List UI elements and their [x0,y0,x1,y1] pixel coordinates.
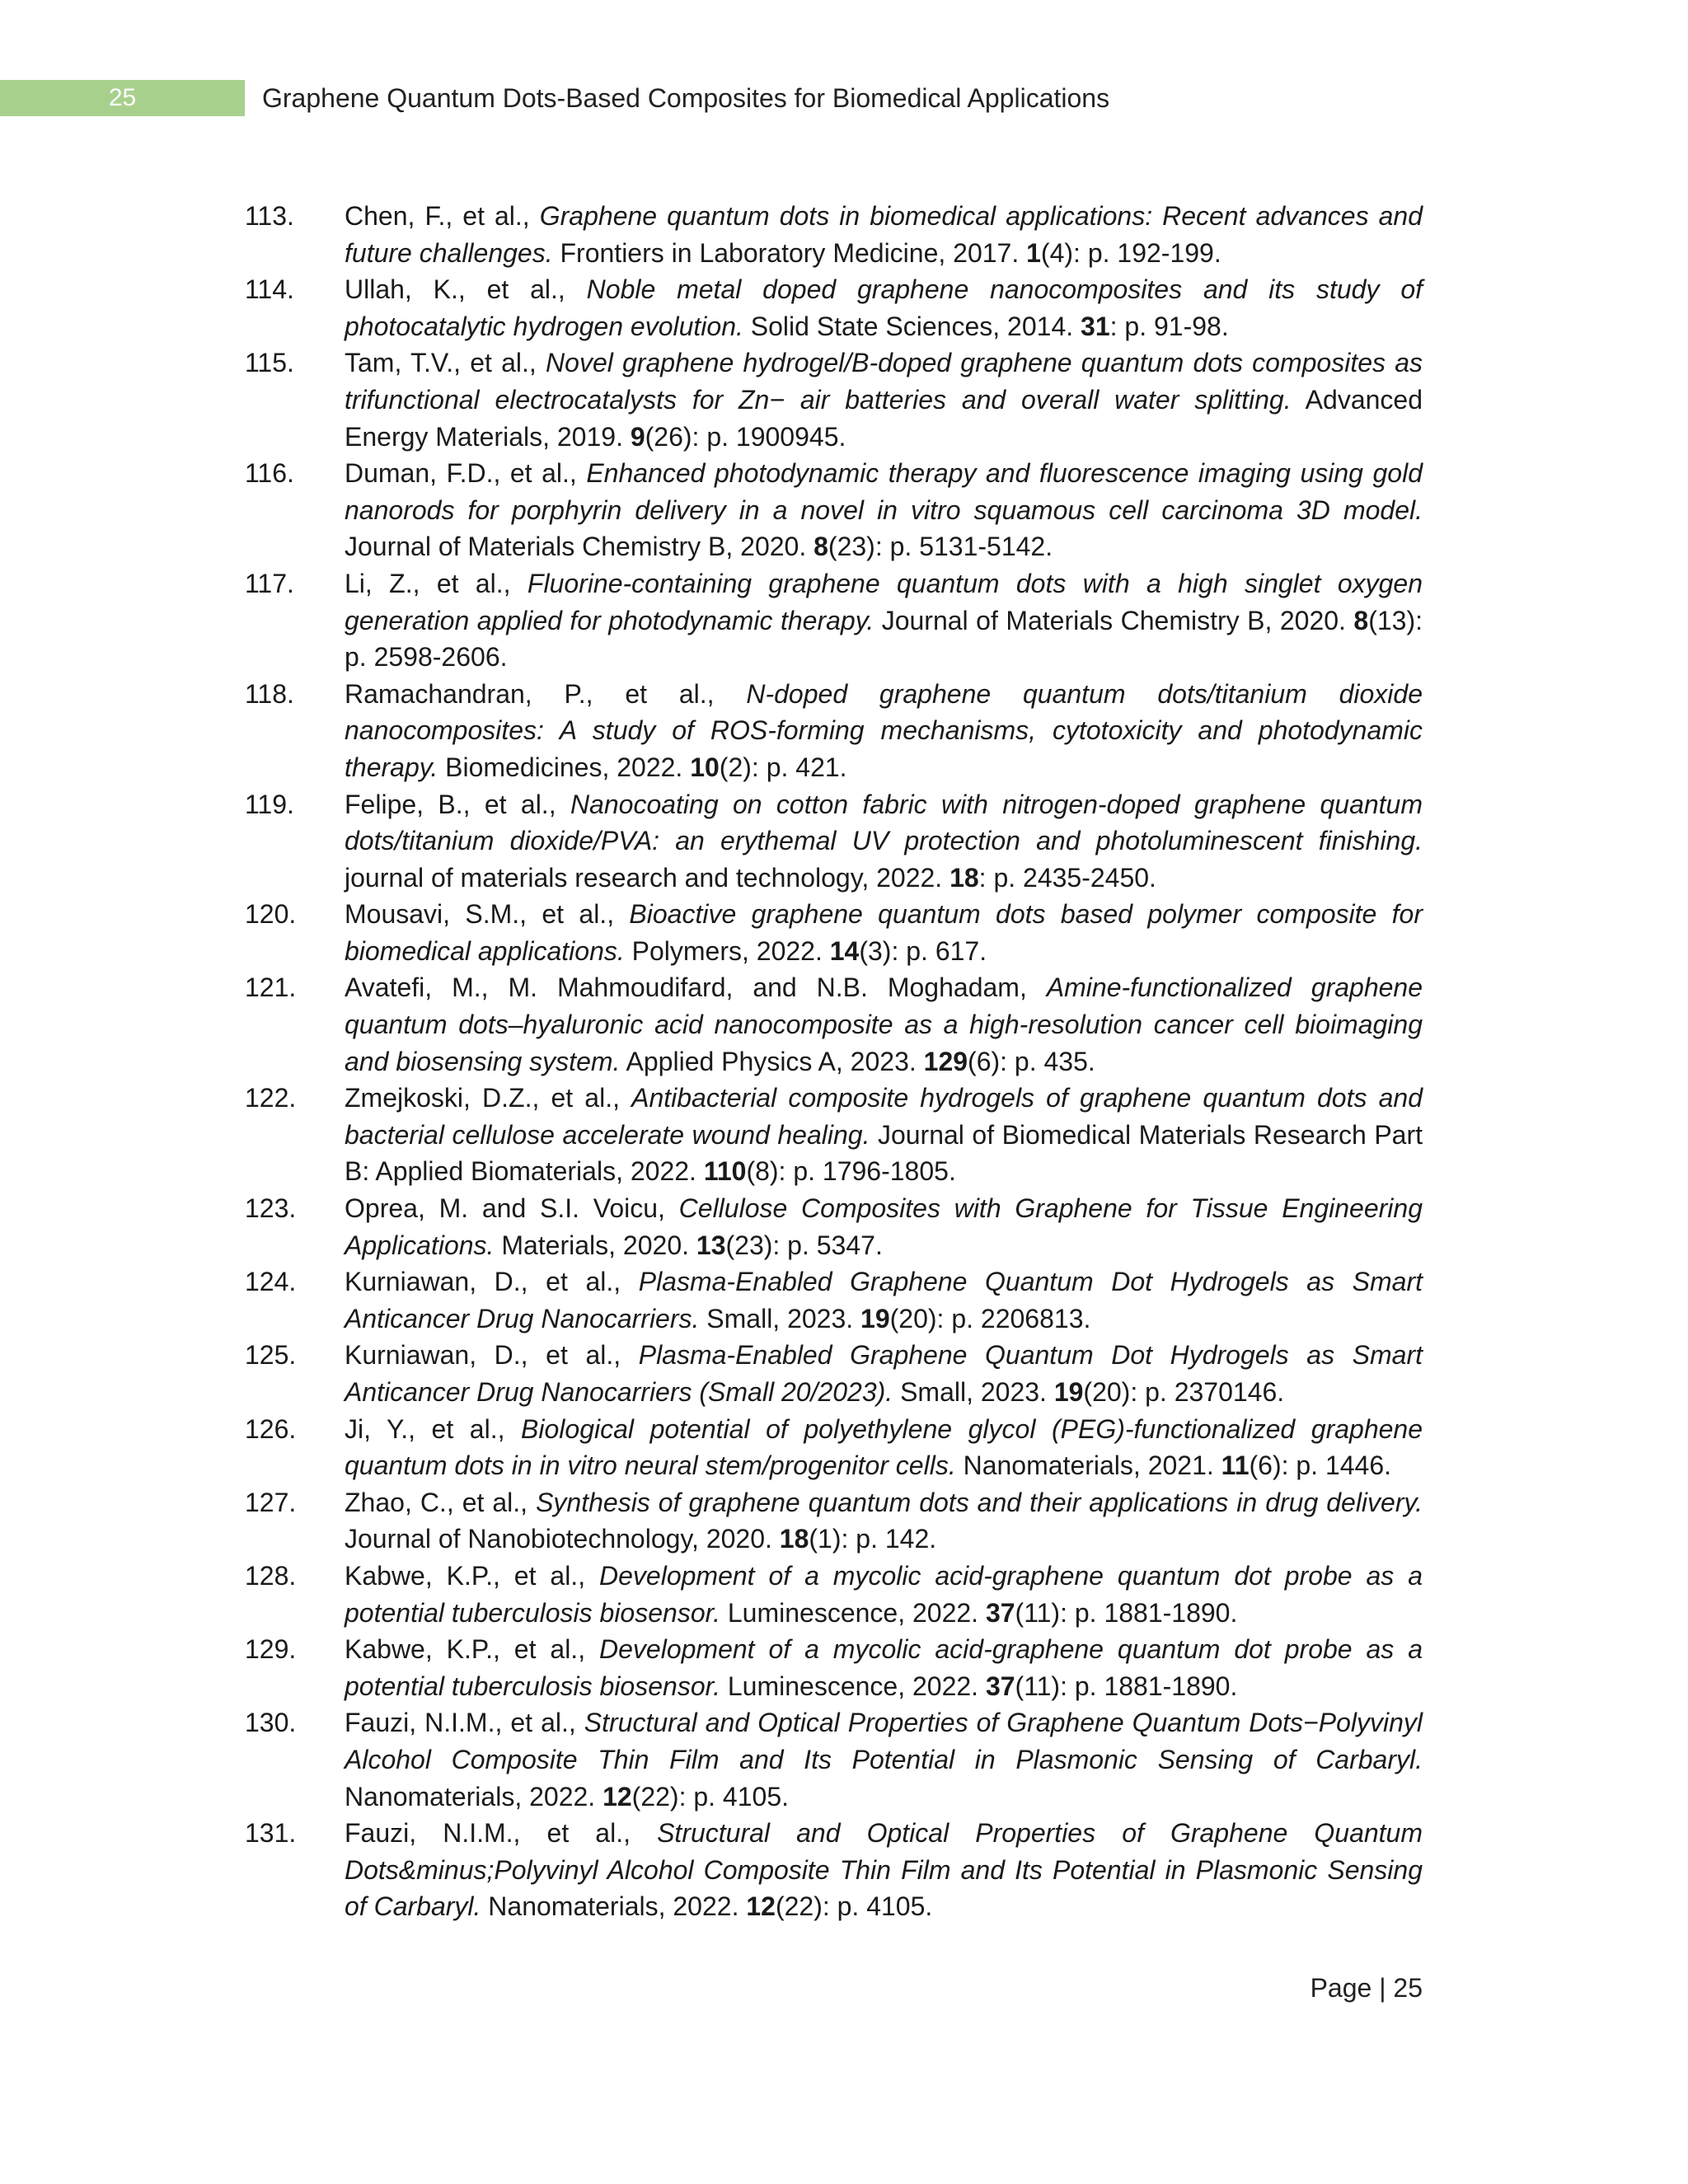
reference-volume: 13 [696,1230,726,1260]
reference-item [0,676,1688,786]
reference-item [0,344,1688,455]
reference-title: Enhanced photodynamic therapy and fluorescence imaging using gold nanorods for porphyrin delivery in a novel in vitro squamous cell carcinoma 3D model. [345,458,1423,525]
reference-title: Graphene quantum dots in biomedical applications: Recent advances and future challenges. [345,201,1423,268]
reference-title: Plasma-Enabled Graphene Quantum Dot Hydrogels as Smart Anticancer Drug Nanocarriers (Small 20/2023). [345,1340,1423,1407]
reference-authors: Kabwe, K.P., et al., [345,1560,600,1591]
reference-text [345,1190,1423,1263]
reference-authors: Zhao, C., et al., [345,1487,537,1517]
reference-pages: (11): p. 1881-1890. [1015,1671,1238,1701]
reference-number: 114. [245,274,294,305]
reference-title: Noble metal doped graphene nanocomposites and its study of photocatalytic hydrogen evolution. [345,274,1423,341]
reference-number: 113. [245,201,294,231]
reference-title: N-doped graphene quantum dots/titanium dioxide nanocomposites: A study of ROS-forming mechanisms, cytotoxicity and photodynamic therapy. [345,678,1423,782]
reference-text [345,198,1423,271]
reference-pages: (13): p. 2598-2606. [345,605,1423,673]
reference-number: 123. [245,1193,297,1224]
header-page-number: 25 [108,84,137,111]
reference-volume: 8 [1353,605,1369,635]
reference-pages: (22): p. 4105. [775,1891,933,1922]
reference-pages: (22): p. 4105. [631,1781,789,1811]
reference-title: Biological potential of polyethylene glycol (PEG)-functionalized graphene quantum dots in in vitro neural stem/progenitor cells. [345,1413,1423,1481]
reference-journal: Polymers, 2022. [624,935,830,966]
reference-number: 131. [245,1818,297,1849]
reference-title: Novel graphene hydrogel/B-doped graphene quantum dots composites as trifunctional electrocatalysts for Zn− air batteries and overall water splitting. [345,348,1423,415]
reference-item [0,1190,1688,1263]
reference-number: 125. [245,1340,297,1371]
reference-text [345,786,1423,897]
reference-volume: 110 [703,1156,747,1187]
reference-journal: Applied Physics A, 2023. [620,1046,924,1076]
reference-authors: Fauzi, N.I.M., et al., [345,1818,658,1849]
reference-authors: Mousavi, S.M., et al., [345,899,630,930]
reference-title: Plasma-Enabled Graphene Quantum Dot Hydrogels as Smart Anticancer Drug Nanocarriers. [345,1267,1423,1333]
reference-number: 118. [245,678,294,709]
reference-number: 120. [245,899,297,930]
reference-authors: Kurniawan, D., et al., [345,1340,639,1371]
reference-journal: Nanomaterials, 2022. [481,1891,747,1922]
reference-volume: 18 [950,862,979,893]
reference-volume: 14 [829,935,860,966]
reference-authors: Duman, F.D., et al., [345,458,587,489]
reference-item [0,198,1688,271]
reference-item [0,786,1688,897]
reference-text [345,1558,1423,1631]
reference-volume: 12 [746,1891,776,1922]
reference-authors: Ramachandran, P., et al., [345,678,747,709]
reference-text [345,896,1423,969]
reference-journal: Journal of Biomedical Materials Research Part B: Applied Biomaterials, 2022. [345,1119,1423,1187]
reference-number: 119. [245,789,294,819]
reference-item [0,565,1688,676]
reference-authors: Ullah, K., et al., [345,274,587,305]
reference-title: Development of a mycolic acid-graphene quantum dot probe as a potential tuberculosis biosensor. [345,1560,1423,1628]
reference-number: 127. [245,1487,297,1517]
reference-number: 117. [245,568,294,598]
reference-title: Cellulose Composites with Graphene for Tissue Engineering Applications. [345,1193,1423,1260]
reference-authors: Chen, F., et al., [345,201,540,231]
reference-journal: Journal of Materials Chemistry B, 2020. [874,605,1354,635]
reference-text [345,1704,1423,1815]
reference-pages: : p. 91-98. [1109,311,1229,341]
reference-journal: Nanomaterials, 2022. [345,1781,603,1811]
reference-volume: 9 [630,421,645,452]
reference-pages: (6): p. 1446. [1249,1451,1392,1481]
reference-item [0,896,1688,969]
reference-pages: (6): p. 435. [968,1046,1095,1076]
reference-text [345,344,1423,455]
reference-volume: 12 [603,1781,632,1811]
reference-authors: Kabwe, K.P., et al., [345,1634,600,1665]
reference-title: Amine-functionalized graphene quantum dots–hyaluronic acid nanocomposite as a high-resolution cancer cell bioimaging and biosensing system. [345,972,1423,1076]
reference-authors: Zmejkoski, D.Z., et al., [345,1083,632,1113]
reference-text [345,1080,1423,1190]
reference-text [345,1411,1423,1484]
reference-title: Nanocoating on cotton fabric with nitrogen-doped graphene quantum dots/titanium dioxide/PVA: an erythemal UV protection and photoluminescent finishing. [345,789,1423,856]
reference-authors: Li, Z., et al., [345,568,528,598]
reference-journal: Biomedicines, 2022. [438,752,691,782]
reference-text [345,565,1423,676]
reference-volume: 18 [779,1524,809,1554]
reference-title: Bioactive graphene quantum dots based polymer composite for biomedical applications. [345,899,1423,966]
reference-title: Antibacterial composite hydrogels of graphene quantum dots and bacterial cellulose accelerate wound healing. [345,1083,1423,1150]
reference-journal: Small, 2023. [893,1377,1054,1407]
reference-volume: 31 [1081,311,1110,341]
reference-journal: Small, 2023. [699,1303,861,1333]
reference-text [345,455,1423,565]
reference-volume: 37 [985,1597,1015,1628]
reference-journal: Journal of Materials Chemistry B, 2020. [345,532,814,562]
reference-text [345,676,1423,786]
reference-authors: Kurniawan, D., et al., [345,1267,639,1297]
reference-number: 124. [245,1267,297,1297]
reference-journal: Luminescence, 2022. [720,1671,986,1701]
reference-volume: 11 [1221,1451,1250,1481]
reference-authors: Tam, T.V., et al., [345,348,546,378]
reference-text [345,1631,1423,1704]
reference-text [345,969,1423,1080]
reference-journal: Advanced Energy Materials, 2019. [345,384,1423,452]
reference-authors: Oprea, M. and S.I. Voicu, [345,1193,679,1224]
reference-item [0,1815,1688,1925]
reference-item [0,1411,1688,1484]
reference-pages: (8): p. 1796-1805. [746,1156,956,1187]
reference-item [0,969,1688,1080]
reference-volume: 10 [690,752,720,782]
reference-list [0,198,1688,1925]
reference-item [0,1558,1688,1631]
reference-pages: (26): p. 1900945. [645,421,846,452]
reference-text [345,1263,1423,1337]
reference-number: 122. [245,1083,297,1113]
reference-title: Synthesis of graphene quantum dots and their applications in drug delivery. [536,1487,1423,1517]
reference-pages: (3): p. 617. [859,935,987,966]
reference-item [0,271,1688,344]
reference-journal: Journal of Nanobiotechnology, 2020. [345,1524,780,1554]
reference-number: 121. [245,972,297,1003]
reference-item [0,1263,1688,1337]
reference-text [345,1337,1423,1410]
reference-pages: : p. 2435-2450. [978,862,1156,893]
reference-number: 126. [245,1413,297,1444]
reference-pages: (4): p. 192-199. [1040,237,1221,268]
reference-item [0,1080,1688,1190]
page-footer: Page | 25 [1310,1973,1423,2003]
reference-journal: Luminescence, 2022. [720,1597,986,1628]
reference-number: 116. [245,458,294,489]
reference-number: 130. [245,1708,297,1738]
reference-authors: Fauzi, N.I.M., et al., [345,1708,584,1738]
reference-text [345,1484,1423,1558]
reference-authors: Felipe, B., et al., [345,789,570,819]
reference-item [0,1704,1688,1815]
reference-title: Development of a mycolic acid-graphene quantum dot probe as a potential tuberculosis biosensor. [345,1634,1423,1701]
reference-pages: (2): p. 421. [719,752,847,782]
reference-text [345,1815,1423,1925]
reference-volume: 19 [1053,1377,1084,1407]
reference-title: Fluorine-containing graphene quantum dots with a high singlet oxygen generation applied for photodynamic therapy. [345,568,1423,635]
reference-volume: 19 [860,1303,890,1333]
reference-journal: Materials, 2020. [494,1230,696,1260]
reference-pages: (11): p. 1881-1890. [1015,1597,1238,1628]
reference-pages: (23): p. 5131-5142. [828,532,1053,562]
reference-number: 129. [245,1634,297,1665]
reference-title: Structural and Optical Properties of Graphene Quantum Dots&minus;Polyvinyl Alcohol Composite Thin Film and Its Potential in Plasmonic Sensing of Carbaryl. [345,1818,1423,1922]
reference-text [345,271,1423,344]
reference-pages: (20): p. 2370146. [1083,1377,1285,1407]
reference-number: 115. [245,348,294,378]
reference-volume: 8 [814,532,828,562]
reference-journal: Nanomaterials, 2021. [955,1451,1221,1481]
reference-volume: 37 [985,1671,1015,1701]
reference-item [0,1337,1688,1410]
reference-item [0,1484,1688,1558]
reference-volume: 129 [923,1046,968,1076]
reference-journal: journal of materials research and technology, 2022. [345,862,950,893]
reference-journal: Solid State Sciences, 2014. [743,311,1081,341]
reference-pages: (23): p. 5347. [725,1230,883,1260]
reference-pages: (20): p. 2206813. [889,1303,1091,1333]
running-header-title: Graphene Quantum Dots-Based Composites for Biomedical Applications [262,83,1110,113]
reference-pages: (1): p. 142. [809,1524,937,1554]
reference-journal: Frontiers in Laboratory Medicine, 2017. [552,237,1027,268]
reference-authors: Ji, Y., et al., [345,1413,522,1444]
reference-item [0,1631,1688,1704]
reference-number: 128. [245,1560,297,1591]
reference-volume: 1 [1026,237,1041,268]
reference-item [0,455,1688,565]
reference-authors: Avatefi, M., M. Mahmoudifard, and N.B. Moghadam, [345,972,1047,1003]
reference-title: Structural and Optical Properties of Graphene Quantum Dots−Polyvinyl Alcohol Composite Thin Film and Its Potential in Plasmonic Sensing of Carbaryl. [345,1708,1423,1774]
